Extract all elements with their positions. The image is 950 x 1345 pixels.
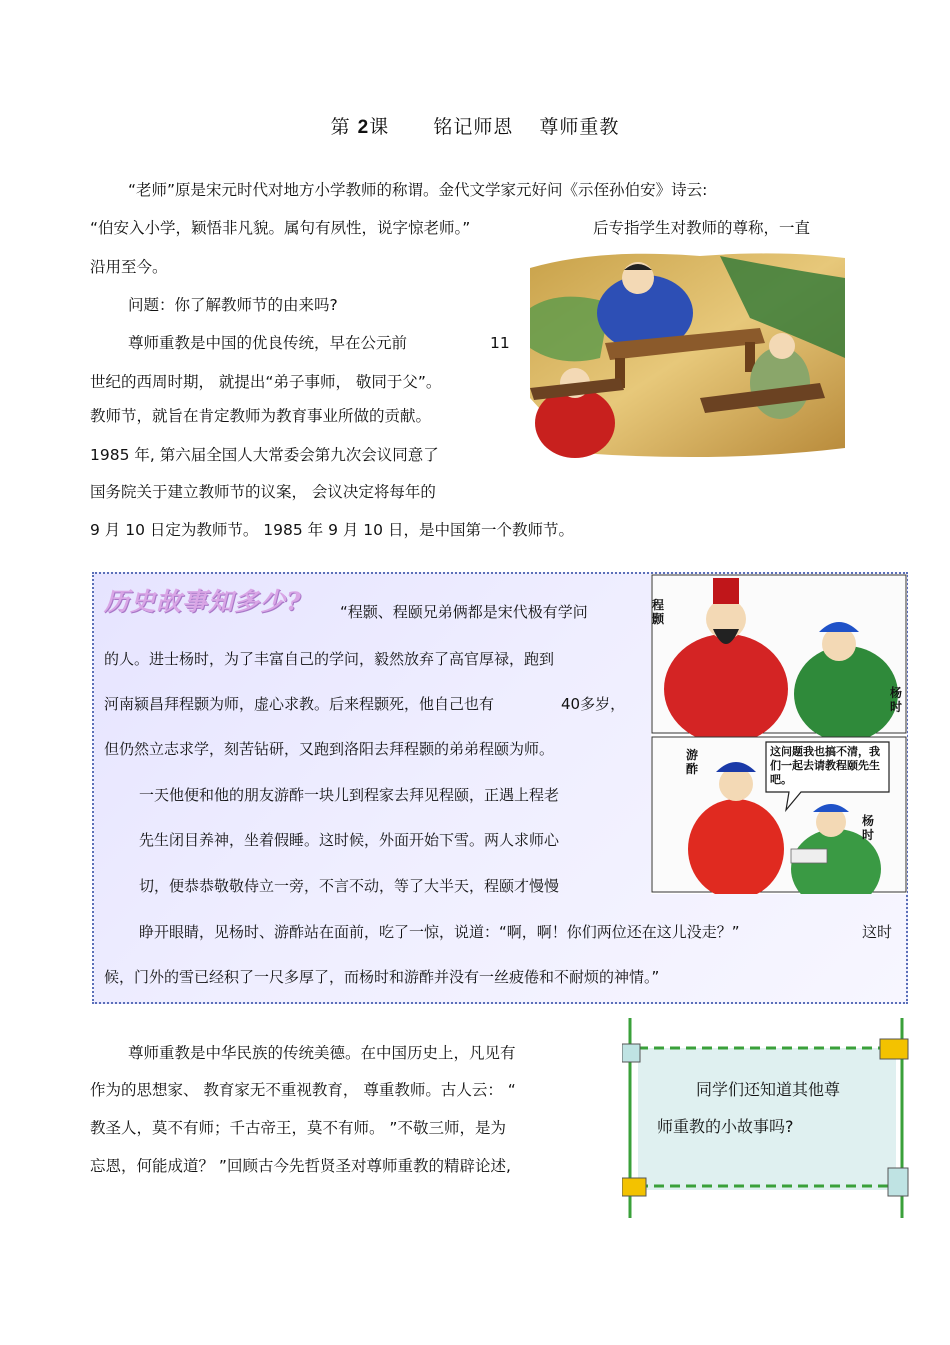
story-line-8b: 这时 [862, 923, 893, 941]
question-text: 问题：你了解教师节的由来吗? [128, 296, 338, 314]
title-main-1: 铭记师恩 [433, 116, 514, 138]
festival-line-6: 9 月 10 日定为教师节。 1985 年 9 月 10 日，是中国第一个教师节。 [90, 521, 574, 539]
comic-label-yangshi-1: 杨时 [890, 686, 903, 714]
story-line-8: 睁开眼睛，见杨时、游酢站在面前，吃了一惊，说道：“啊，啊！你们两位还在这儿没走？” [139, 923, 740, 941]
title-main-2: 尊师重教 [539, 116, 620, 138]
teacher-students-illustration [520, 248, 850, 468]
story-line-6: 先生闭目养神，坐着假睡。这时候，外面开始下雪。两人求师心 [139, 831, 560, 849]
comic-label-yangshi-2: 杨时 [862, 814, 875, 842]
side-note-line-1: 同学们还知道其他尊 [696, 1080, 841, 1099]
comic-illustration [651, 574, 907, 894]
festival-line-5: 国务院关于建立教师节的议案， 会议决定将每年的 [90, 483, 436, 501]
story-line-4: 但仍然立志求学，刻苦钻研，又跑到洛阳去拜程颢的弟弟程颐为师。 [104, 740, 555, 758]
closing-line-1: 尊师重教是中华民族的传统美德。在中国历史上，凡见有 [128, 1044, 516, 1062]
intro-line-3: 后专指学生对教师的尊称，一直 [593, 219, 811, 237]
intro-line-4: 沿用至今。 [90, 258, 168, 276]
story-line-2: 的人。进士杨时，为了丰富自己的学问，毅然放弃了高官厚禄，跑到 [104, 650, 555, 668]
closing-line-2: 作为的思想家、 教育家无不重视教育， 尊重教师。古人云： “ [90, 1081, 516, 1099]
title-unit: 课 [369, 116, 390, 138]
closing-line-3: 教圣人，莫不有师；千古帝王，莫不有师。 ”不敬三师，是为 [90, 1119, 506, 1137]
closing-line-4: 忘恩，何能成道？ ”回顾古今先哲贤圣对尊师重教的精辟论述, [90, 1157, 511, 1175]
comic-label-youzuo: 游酢 [686, 748, 699, 776]
story-line-5: 一天他便和他的朋友游酢一块儿到程家去拜见程颐，正遇上程老 [139, 786, 560, 804]
intro-line-1: “老师”原是宋元时代对地方小学教师的称谓。金代文学家元好问《示侄孙伯安》诗云: [128, 181, 708, 199]
festival-line-2: 世纪的西周时期， 就提出“弟子事师， 敬同于父”。 [90, 373, 442, 391]
side-note-line-2: 师重教的小故事吗? [657, 1117, 794, 1136]
story-line-9: 候，门外的雪已经积了一尺多厚了，而杨时和游酢并没有一丝疲倦和不耐烦的神情。” [104, 968, 660, 986]
page-title [0, 112, 950, 139]
title-prefix: 第 [330, 116, 351, 138]
intro-line-2: “伯安入小学，颖悟非凡貌。属句有夙性，说字惊老师。” [90, 219, 471, 237]
festival-line-1b: 11 [490, 334, 510, 352]
story-line-7: 切，便恭恭敬敬侍立一旁，不言不动，等了大半天，程颐才慢慢 [139, 877, 560, 895]
lesson-number: 2 [357, 117, 370, 138]
story-line-3: 河南颍昌拜程颢为师，虚心求教。后来程颢死，他自己也有 [104, 695, 495, 713]
story-heading: 历史故事知多少? [104, 587, 302, 616]
festival-line-1: 尊师重教是中国的优良传统，早在公元前 [128, 334, 408, 352]
comic-label-chenghao: 程颢 [652, 598, 665, 626]
story-line-1: “程颢、程颐兄弟俩都是宋代极有学问 [340, 603, 588, 621]
festival-line-4: 1985 年, 第六届全国人大常委会第九次会议同意了 [90, 446, 439, 464]
story-line-3b: 40多岁， [561, 695, 626, 713]
comic-speech-bubble: 这问题我也搞不清，我们一起去请教程颐先生吧。 [770, 745, 880, 786]
festival-line-3: 教师节，就旨在肯定教师为教育事业所做的贡献。 [90, 407, 432, 425]
